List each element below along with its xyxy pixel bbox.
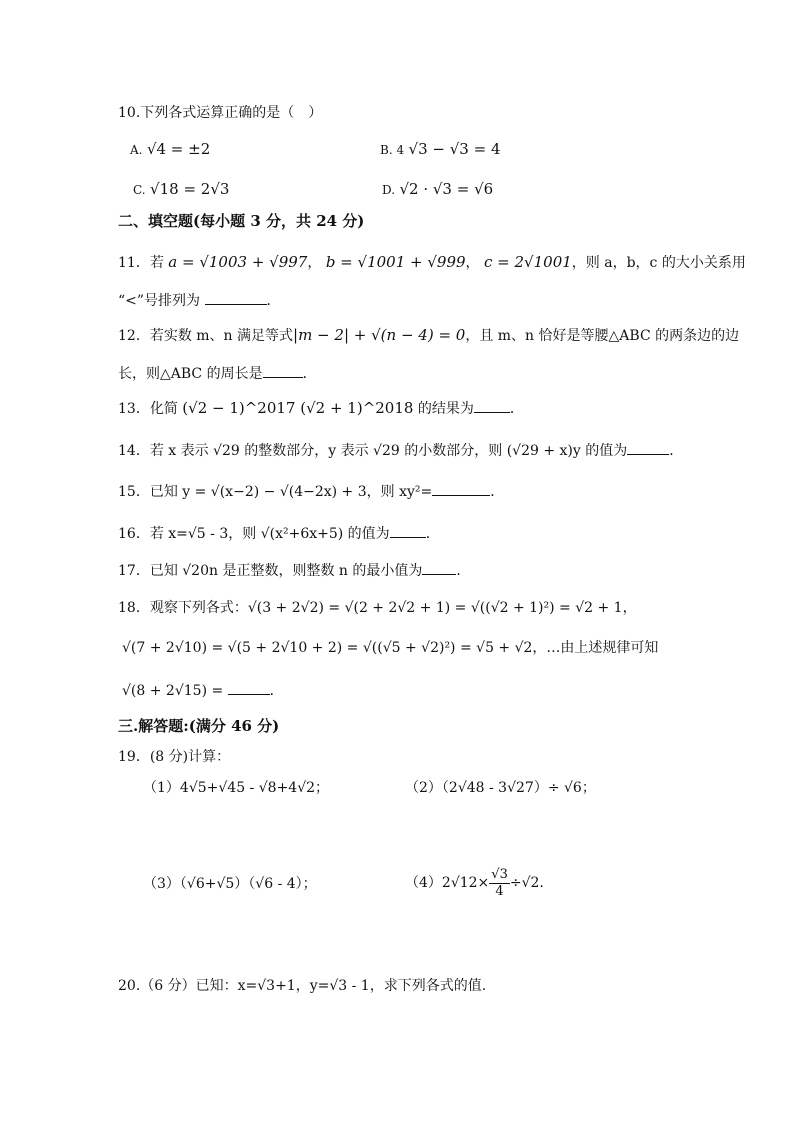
q12-line2: 长，则△ABC 的周长是 ． — [118, 363, 317, 384]
q12-suffix: ，且 m、n 恰好是等腰△ABC 的两条边的边 — [465, 328, 740, 344]
q19-part4-tail: ÷√2. — [509, 875, 544, 891]
q18-answer-blank[interactable] — [228, 680, 270, 695]
q10-a-label: A. — [130, 143, 143, 157]
q12-answer-blank[interactable] — [263, 363, 303, 378]
q13-prefix: 13．化简 — [118, 401, 178, 417]
q12-expr: |m − 2| + √(n − 4) = 0 — [293, 326, 466, 344]
q14-answer-blank[interactable] — [627, 440, 669, 455]
q10-a-expr: √4 = ±2 — [146, 140, 211, 158]
q16-line: 16．若 x=√5 - 3，则 √(x²+6x+5) 的值为 ． — [118, 523, 440, 544]
q19-part4-denominator: 4 — [495, 883, 504, 899]
q12-line2-text: 长，则△ABC 的周长是 — [118, 366, 263, 382]
section2-title: 二、填空题(每小题 3 分，共 24 分) — [118, 212, 365, 230]
q11-a: a = √1003 + √997 — [168, 253, 308, 271]
q19-part2: （2）（2√48 - 3√27）÷ √6； — [405, 780, 596, 796]
section3-title: 三.解答题:(满分 46 分) — [118, 717, 280, 735]
q11-answer-blank[interactable] — [205, 290, 267, 305]
q14-line: 14．若 x 表示 √29 的整数部分，y 表示 √29 的小数部分，则 (√29 + x)y 的值为 ． — [118, 440, 683, 461]
q10-option-d — [382, 180, 493, 198]
q19-part3: （3）（√6+√5）（√6 - 4）； — [143, 876, 317, 892]
q11-line1: 11．若 a = √1003 + √997， b = √1001 + √999， c = 2√1001，则 a，b，c 的大小关系用 — [118, 253, 746, 271]
q11-line2-text: “<”号排列为 — [118, 293, 201, 309]
q12-line1 — [118, 325, 739, 346]
q10-d-label: D. — [382, 183, 396, 197]
q10-d-expr: √2 · √3 = √6 — [399, 180, 494, 198]
q19-part4-head: （4）2√12× — [405, 875, 490, 891]
q10-option-b — [380, 140, 501, 158]
q12-prefix: 12．若实数 m、n 满足等式 — [118, 328, 294, 344]
q10-b-expr: √3 − √3 = 4 — [408, 140, 501, 158]
q19-stem: 19．(8 分)计算： — [118, 749, 231, 765]
q17-answer-blank[interactable] — [422, 560, 456, 575]
q18-line1: 18．观察下列各式：√(3 + 2√2) = √(2 + 2√2 + 1) = √((√2 + 1)²) = √2 + 1， — [118, 600, 637, 616]
q17-text: 17．已知 √20n 是正整数，则整数 n 的最小值为 — [118, 563, 423, 579]
q13-suffix: 的结果为 — [417, 401, 474, 417]
q15-line: 15．已知 y = √(x−2) − √(4−2x) + 3，则 xy²= ． — [118, 481, 504, 502]
q16-answer-blank[interactable] — [390, 523, 426, 538]
q20-line: 20.（6 分）已知：x=√3+1，y=√3 - 1，求下列各式的值. — [118, 978, 487, 994]
q10-option-a — [130, 140, 210, 158]
q11-prefix: 11．若 — [118, 255, 164, 271]
q16-text: 16．若 x=√5 - 3，则 √(x²+6x+5) 的值为 — [118, 526, 390, 542]
q19-part1: （1）4√5+√45 - √8+4√2； — [143, 780, 330, 796]
q10-c-label: C. — [133, 183, 146, 197]
q18-line2: √(7 + 2√10) = √(5 + 2√10 + 2) = √((√5 + √2)²) = √5 + √2，…由上述规律可知 — [122, 640, 659, 656]
q19-part4-numerator: √3 — [491, 866, 508, 882]
q15-text: 15．已知 y = √(x−2) − √(4−2x) + 3，则 xy²= — [118, 484, 433, 500]
q13-answer-blank[interactable] — [474, 398, 510, 413]
q19-part4-fraction — [489, 867, 510, 900]
q13-expr: (√2 − 1)^2017 (√2 + 1)^2018 — [182, 399, 414, 417]
q10-c-expr: √18 = 2√3 — [150, 180, 230, 198]
q10-option-c — [133, 180, 229, 198]
q17-line: 17．已知 √20n 是正整数，则整数 n 的最小值为 ． — [118, 560, 470, 581]
q13-line: 13．化简 (√2 − 1)^2017 (√2 + 1)^2018 的结果为 ． — [118, 399, 524, 417]
q18-line3-text: √(8 + 2√15) = — [122, 683, 224, 699]
q15-answer-blank[interactable] — [432, 481, 490, 496]
q11-b: b = √1001 + √999 — [325, 253, 466, 271]
q19-part4 — [405, 866, 544, 900]
q11-c: c = 2√1001 — [484, 253, 572, 271]
q11-suffix: ，则 a，b，c 的大小关系用 — [571, 255, 746, 271]
q18-line3: √(8 + 2√15) = ． — [122, 680, 284, 701]
q14-text: 14．若 x 表示 √29 的整数部分，y 表示 √29 的小数部分，则 (√29 + x)y 的值为 — [118, 443, 628, 459]
q10-b-label: B. 4 — [380, 143, 405, 157]
q10-stem: 10.下列各式运算正确的是（ ） — [118, 105, 323, 121]
q11-line2: “<”号排列为 ． — [118, 290, 281, 311]
